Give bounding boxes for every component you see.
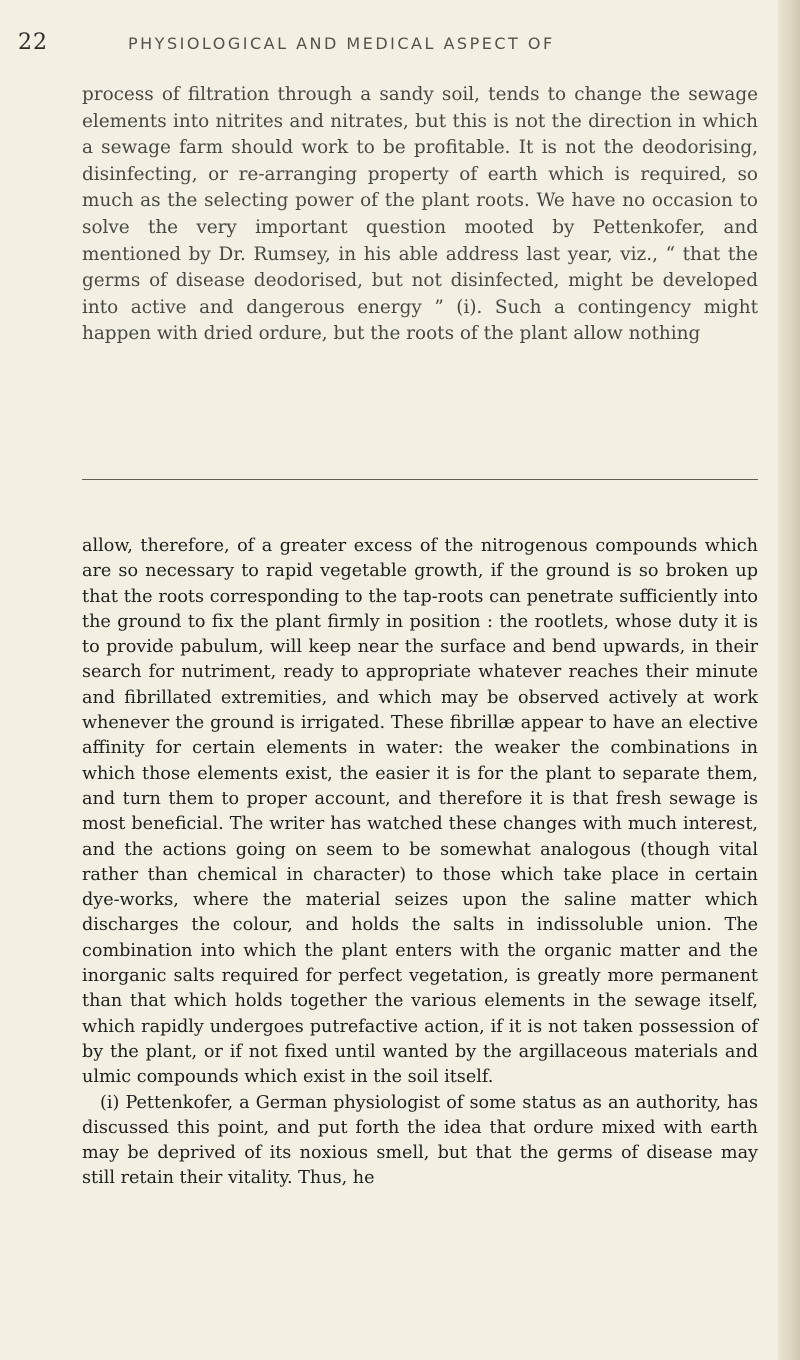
page-number: 22 — [18, 30, 48, 55]
page-header — [18, 30, 758, 70]
upper-paragraph: process of filtration through a sandy soil, tends to change the sewage elements into nitrites and nitrates, but this is not the direction in which a sewage farm should work to be profitable. It is not the deodorising, disinfecting, or re-arranging property of earth which is required, so much as the selecting power of the plant roots. We have no occasion to solve the very important question mooted by Pettenkofer, and mentioned by Dr. Rumsey, in his able address last year, viz., “ that the germs of disease deodorised, but not disinfected, might be developed into active and dangerous energy ” (i). Such a contingency might happen with dried ordure, but the roots of the plant allow nothing — [82, 84, 758, 345]
section-divider — [82, 479, 758, 480]
lower-paragraph: allow, therefore, of a greater excess of the nitrogenous compounds which are so necessary to rapid vegetable growth, if the ground is so broken up that the roots corresponding to the tap-roots can penetrate sufficiently into the ground to fix the plant firmly in position : the rootlets, whose duty it is to provide pabulum, will keep near the surface and bend upwards, in their search for nutriment, ready to appropriate whatever reaches their minute and fibrillated extremities, and which may be observed actively at work whenever the ground is irrigated. These fibrillæ appear to have an elective affinity for certain elements in water: the weaker the combinations in which those elements exist, the easier it is for the plant to separate them, and turn them to proper account, and therefore it is that fresh sewage is most beneficial. The writer has watched these changes with much interest, and the actions going on seem to be somewhat analogous (though vital rather than chemical in character) to those which take place in certain dye-works, where the material seizes upon the saline matter which discharges the colour, and holds the salts in indissoluble union. The combination into which the plant enters with the organic matter and the inorganic salts required for perfect vegetation, is greatly more permanent than that which holds together the various elements in the sewage itself, which rapidly undergoes putrefactive action, if it is not taken possession of by the plant, or if not fixed until wanted by the argillaceous materials and ulmic compounds which exist in the soil itself. — [82, 536, 758, 1088]
page-edge — [778, 0, 800, 1360]
lower-text-block — [82, 534, 758, 1192]
running-head: PHYSIOLOGICAL AND MEDICAL ASPECT OF — [128, 34, 555, 53]
footnote: (i) Pettenkofer, a German physiologist of some status as an authority, has discussed this point, and put forth the idea that ordure mixed with earth may be deprived of its noxious smell, but that the germs of disease may still retain their vitality. Thus, he — [82, 1092, 758, 1189]
upper-text-block — [82, 82, 758, 348]
